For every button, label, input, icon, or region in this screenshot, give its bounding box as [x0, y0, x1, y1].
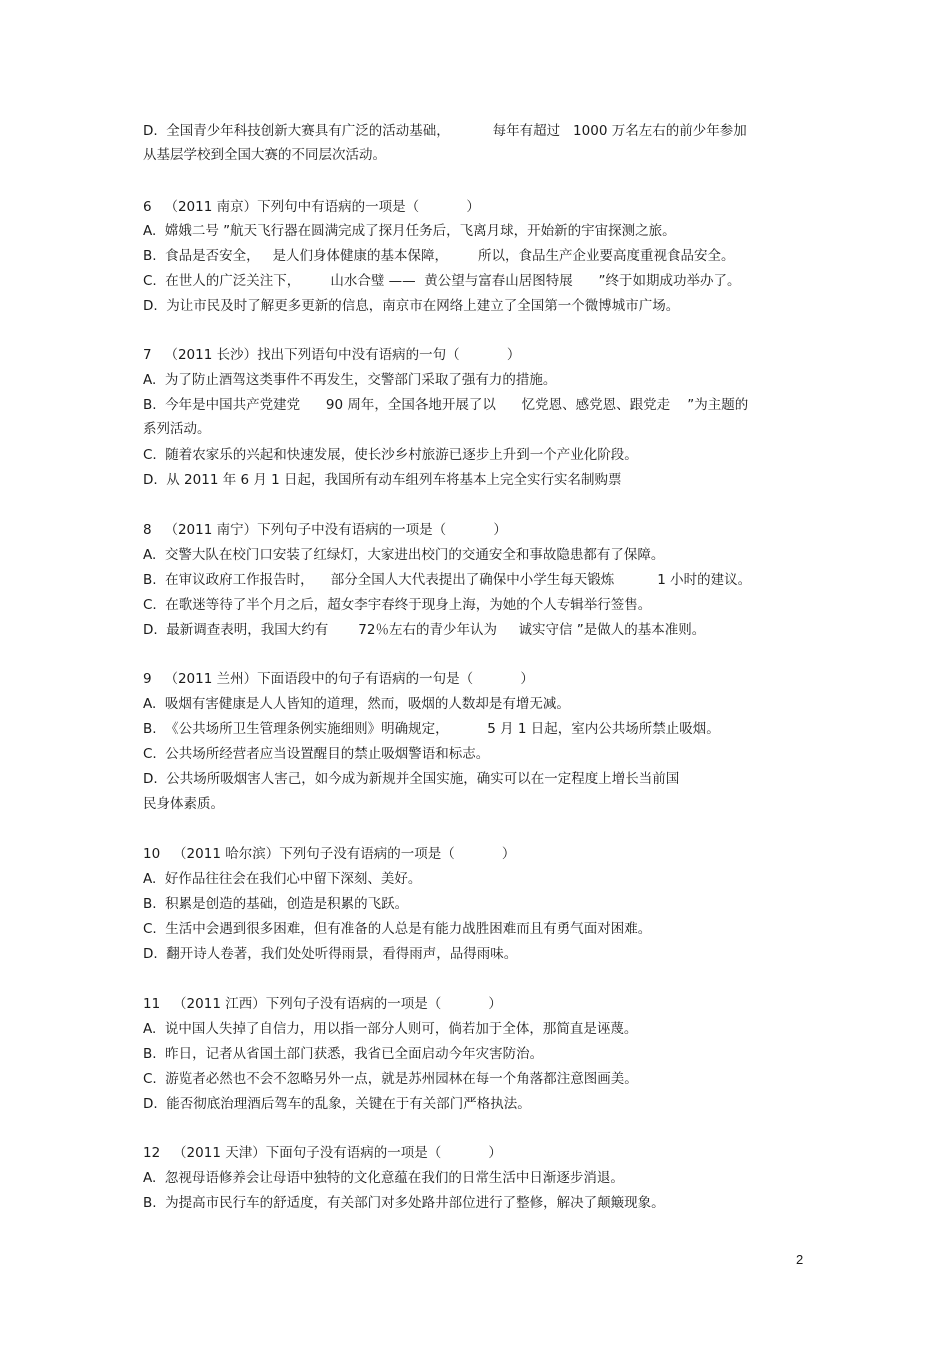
- option-line: B. 在审议政府工作报告时， 部分全国人大代表提出了确保中小学生每天锻炼 1 小时的建议。: [143, 572, 752, 588]
- option-line: C. 游览者必然也不会不忽略另外一点，就是苏州园林在每一个角落都注意图画美。: [143, 1071, 638, 1087]
- option-line: A. 嫦娥二号 ”航天飞行器在圆满完成了探月任务后，飞离月球，开始新的宇宙探测之旅。: [143, 223, 676, 239]
- option-line: C. 在世人的广泛关注下， 山水合璧 —— 黄公望与富春山居图特展 ”终于如期成功举办了。: [143, 273, 741, 289]
- question-heading: 6 （2011 南京）下列句中有语病的一项是（ ）: [143, 199, 480, 215]
- page-number: 2: [796, 1252, 804, 1267]
- option-line: B. 昨日，记者从省国土部门获悉，我省已全面启动今年灾害防治。: [143, 1046, 544, 1062]
- option-line: B. 食品是否安全， 是人们身体健康的基本保障， 所以，食品生产企业要高度重视食品安全。: [143, 248, 735, 264]
- question-heading: 7 （2011 长沙）找出下列语句中没有语病的一句（ ）: [143, 347, 521, 363]
- option-line: D. 翻开诗人卷著，我们处处听得雨景，看得雨声，品得雨味。: [143, 946, 518, 962]
- question-heading: 12 （2011 天津）下面句子没有语病的一项是（ ）: [143, 1145, 502, 1161]
- option-line: C. 公共场所经营者应当设置醒目的禁止吸烟警语和标志。: [143, 746, 490, 762]
- option-line: C. 生活中会遇到很多困难，但有准备的人总是有能力战胜困难而且有勇气面对困难。: [143, 921, 652, 937]
- option-line: C. 随着农家乐的兴起和快速发展，使长沙乡村旅游已逐步上升到一个产业化阶段。: [143, 447, 638, 463]
- text-line: 从基层学校到全国大赛的不同层次活动。: [143, 147, 386, 163]
- option-line: A. 吸烟有害健康是人人皆知的道理，然而，吸烟的人数却是有增无减。: [143, 696, 570, 712]
- option-line: B. 为提高市民行车的舒适度，有关部门对多处路井部位进行了整修，解决了颠簸现象。: [143, 1195, 665, 1211]
- question-heading: 8 （2011 南宁）下列句子中没有语病的一项是（ ）: [143, 522, 507, 538]
- option-line: B. 今年是中国共产党建党 90 周年，全国各地开展了以 忆党恩、感党恩、跟党走 ”为主题的: [143, 397, 749, 413]
- option-line: A. 交警大队在校门口安装了红绿灯，大家进出校门的交通安全和事故隐患都有了保障。: [143, 547, 665, 563]
- option-line: D. 公共场所吸烟害人害己，如今成为新规并全国实施，确实可以在一定程度上增长当前国: [143, 771, 680, 787]
- question-heading: 11 （2011 江西）下列句子没有语病的一项是（ ）: [143, 996, 502, 1012]
- option-line: D. 为让市民及时了解更多更新的信息，南京市在网络上建立了全国第一个微博城市广场。: [143, 298, 680, 314]
- option-line: D. 能否彻底治理酒后驾车的乱象，关键在于有关部门严格执法。: [143, 1096, 531, 1112]
- option-line: A. 为了防止酒驾这类事件不再发生，交警部门采取了强有力的措施。: [143, 372, 557, 388]
- option-line: B. 积累是创造的基础，创造是积累的飞跃。: [143, 896, 409, 912]
- question-heading: 9 （2011 兰州）下面语段中的句子有语病的一句是（ ）: [143, 671, 534, 687]
- option-line: 民身体素质。: [143, 796, 224, 812]
- question-heading: 10 （2011 哈尔滨）下列句子没有语病的一项是（ ）: [143, 846, 516, 862]
- text-line: D. 全国青少年科技创新大赛具有广泛的活动基础， 每年有超过 1000 万名左右的前少年参加: [143, 123, 747, 139]
- option-line: A. 好作品往往会在我们心中留下深刻、美好。: [143, 871, 422, 887]
- option-line: B. 《公共场所卫生管理条例实施细则》明确规定， 5 月 1 日起，室内公共场所禁止吸烟。: [143, 721, 720, 737]
- option-line: D. 最新调查表明，我国大约有 72％左右的青少年认为 诚实守信 ”是做人的基本准则。: [143, 622, 706, 638]
- option-line: A. 忽视母语修养会让母语中独特的文化意蕴在我们的日常生活中日渐逐步消退。: [143, 1170, 624, 1186]
- option-line: D. 从 2011 年 6 月 1 日起，我国所有动车组列车将基本上完全实行实名制购票: [143, 472, 622, 488]
- option-line: 系列活动。: [143, 421, 211, 437]
- option-line: C. 在歌迷等待了半个月之后，超女李宇春终于现身上海，为她的个人专辑举行签售。: [143, 597, 652, 613]
- option-line: A. 说中国人失掉了自信力，用以指一部分人则可，倘若加于全体，那简直是诬蔑。: [143, 1021, 638, 1037]
